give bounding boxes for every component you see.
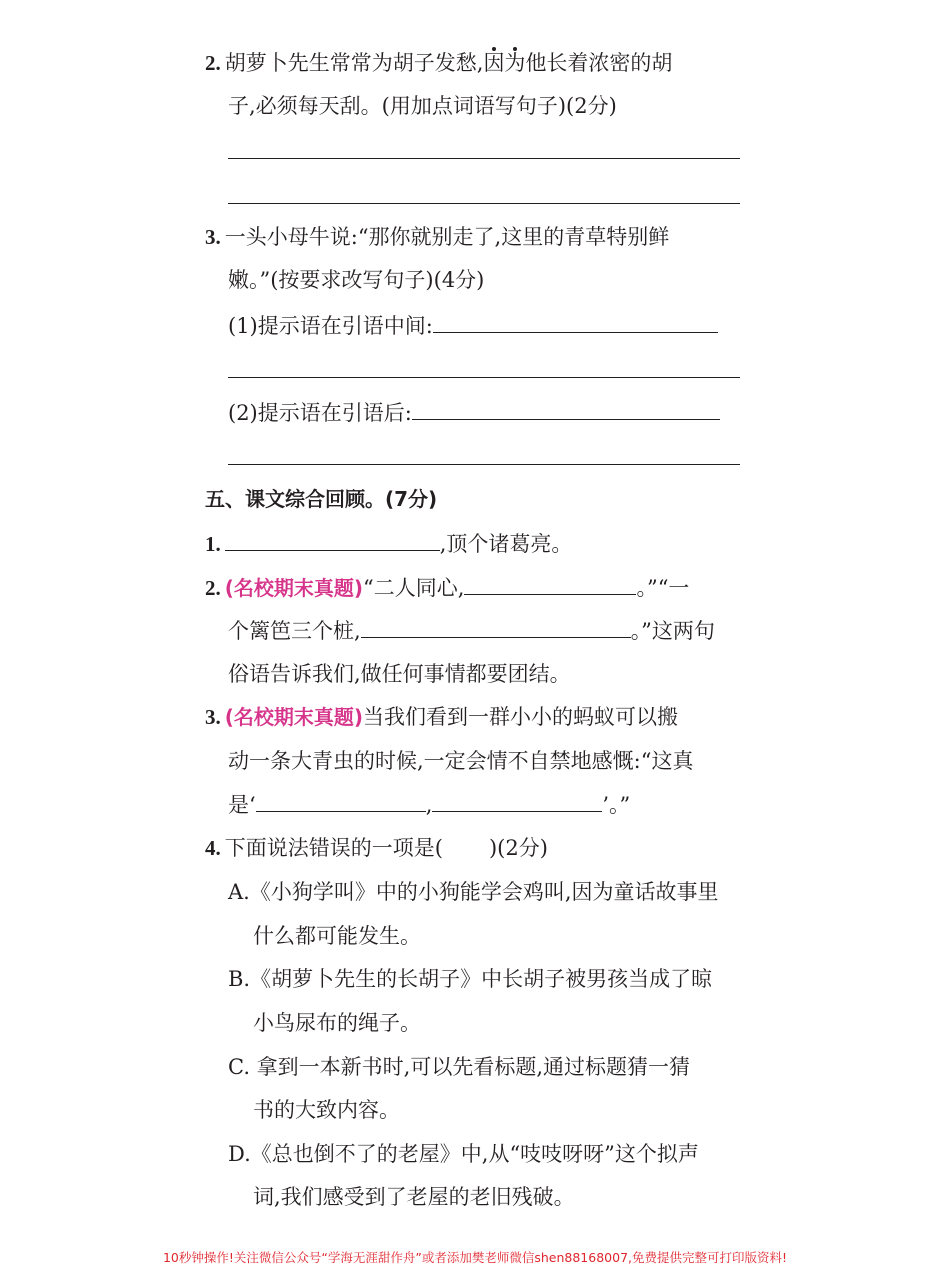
answer-blank[interactable] (361, 615, 631, 638)
answer-blank[interactable] (433, 310, 718, 333)
item3-text: 是‘ (228, 793, 256, 817)
section-title: 五、课文综合回顾。(7分) (205, 487, 438, 511)
q3-line2: 嫩。”(按要求改写句子)(4分) (228, 268, 485, 292)
q2-line2: 子,必须每天刮。(用加点词语写句子)(2分) (228, 94, 617, 118)
s5-item1 (205, 528, 572, 559)
answer-blank[interactable] (464, 572, 636, 595)
s5-item3-line1 (205, 702, 678, 732)
emphasized-words (483, 51, 525, 75)
option-c-line1: C. 拿到一本新书时,可以先看标题,通过标题猜一猜 (228, 1055, 691, 1079)
question-number: 3. (205, 225, 221, 249)
question-number: 2. (205, 51, 221, 75)
option-b-line1: B.《胡萝卜先生的长胡子》中长胡子被男孩当成了晾 (228, 967, 713, 991)
option-b-line2: 小鸟尿布的绳子。 (253, 1011, 421, 1035)
sub2-label: (2)提示语在引语后: (228, 401, 412, 425)
answer-blank[interactable] (256, 789, 426, 812)
question-number: 4. (205, 836, 221, 860)
s5-item4-stem (205, 833, 548, 863)
item4-stem-end: )(2分) (488, 836, 548, 860)
q3-text: 一头小母牛说:“那你就别走了,这里的青草特别鲜 (224, 225, 670, 249)
item2-text: 。”“一 (636, 576, 690, 600)
footer-promo: 10秒钟操作!关注微信公众号“学海无涯甜作舟”或者添加樊老师微信shen88168007,免费提供完整可打印版资料! (162, 1250, 788, 1265)
answer-line[interactable] (228, 158, 740, 159)
option-c-line2: 书的大致内容。 (253, 1098, 400, 1122)
question-number: 2. (205, 576, 221, 600)
item2-text: 。”这两句 (630, 619, 715, 643)
answer-blank[interactable] (412, 397, 720, 420)
q2-line1 (205, 48, 672, 78)
item1-text: ,顶个诸葛亮。 (439, 532, 573, 556)
q3-sub1 (228, 310, 718, 341)
s5-item2-line3: 俗语告诉我们,做任何事情都要团结。 (228, 662, 571, 686)
question-number: 3. (205, 705, 221, 729)
option-d-line2: 词,我们感受到了老屋的老旧残破。 (253, 1185, 575, 1209)
q2-text-a: 胡萝卜先生常常为胡子发愁, (224, 51, 484, 75)
question-number: 1. (205, 532, 221, 556)
item3-text: , (425, 793, 433, 817)
option-a-line2: 什么都可能发生。 (253, 924, 421, 948)
q3-line1 (205, 222, 669, 252)
s5-item2-line1 (205, 572, 689, 603)
item2-text: “二人同心, (363, 576, 465, 600)
exam-tag: (名校期末真题) (224, 576, 364, 600)
answer-line[interactable] (228, 464, 740, 465)
s5-item2-line2 (228, 615, 715, 646)
exam-tag: (名校期末真题) (224, 705, 364, 729)
emphasized-text: 因为 (483, 51, 526, 75)
option-a-line1: A.《小狗学叫》中的小狗能学会鸡叫,因为童话故事里 (228, 880, 719, 904)
q2-text-b: 他长着浓密的胡 (525, 51, 673, 75)
s5-item3-line2: 动一条大青虫的时候,一定会情不自禁地感慨:“这真 (228, 749, 694, 773)
option-d-line1: D.《总也倒不了的老屋》中,从“吱吱呀呀”这个拟声 (228, 1142, 699, 1166)
q3-sub2 (228, 397, 720, 428)
item2-text: 个篱笆三个桩, (228, 619, 361, 643)
s5-item3-line3 (228, 789, 630, 820)
answer-line[interactable] (228, 203, 740, 204)
answer-line[interactable] (228, 377, 740, 378)
answer-blank[interactable] (225, 528, 440, 551)
answer-blank[interactable] (432, 789, 602, 812)
item4-stem: 下面说法错误的一项是( (224, 836, 443, 860)
sub1-label: (1)提示语在引语中间: (228, 314, 433, 338)
item3-text: ’。” (602, 793, 631, 817)
item3-text: 当我们看到一群小小的蚂蚁可以搬 (363, 705, 679, 729)
